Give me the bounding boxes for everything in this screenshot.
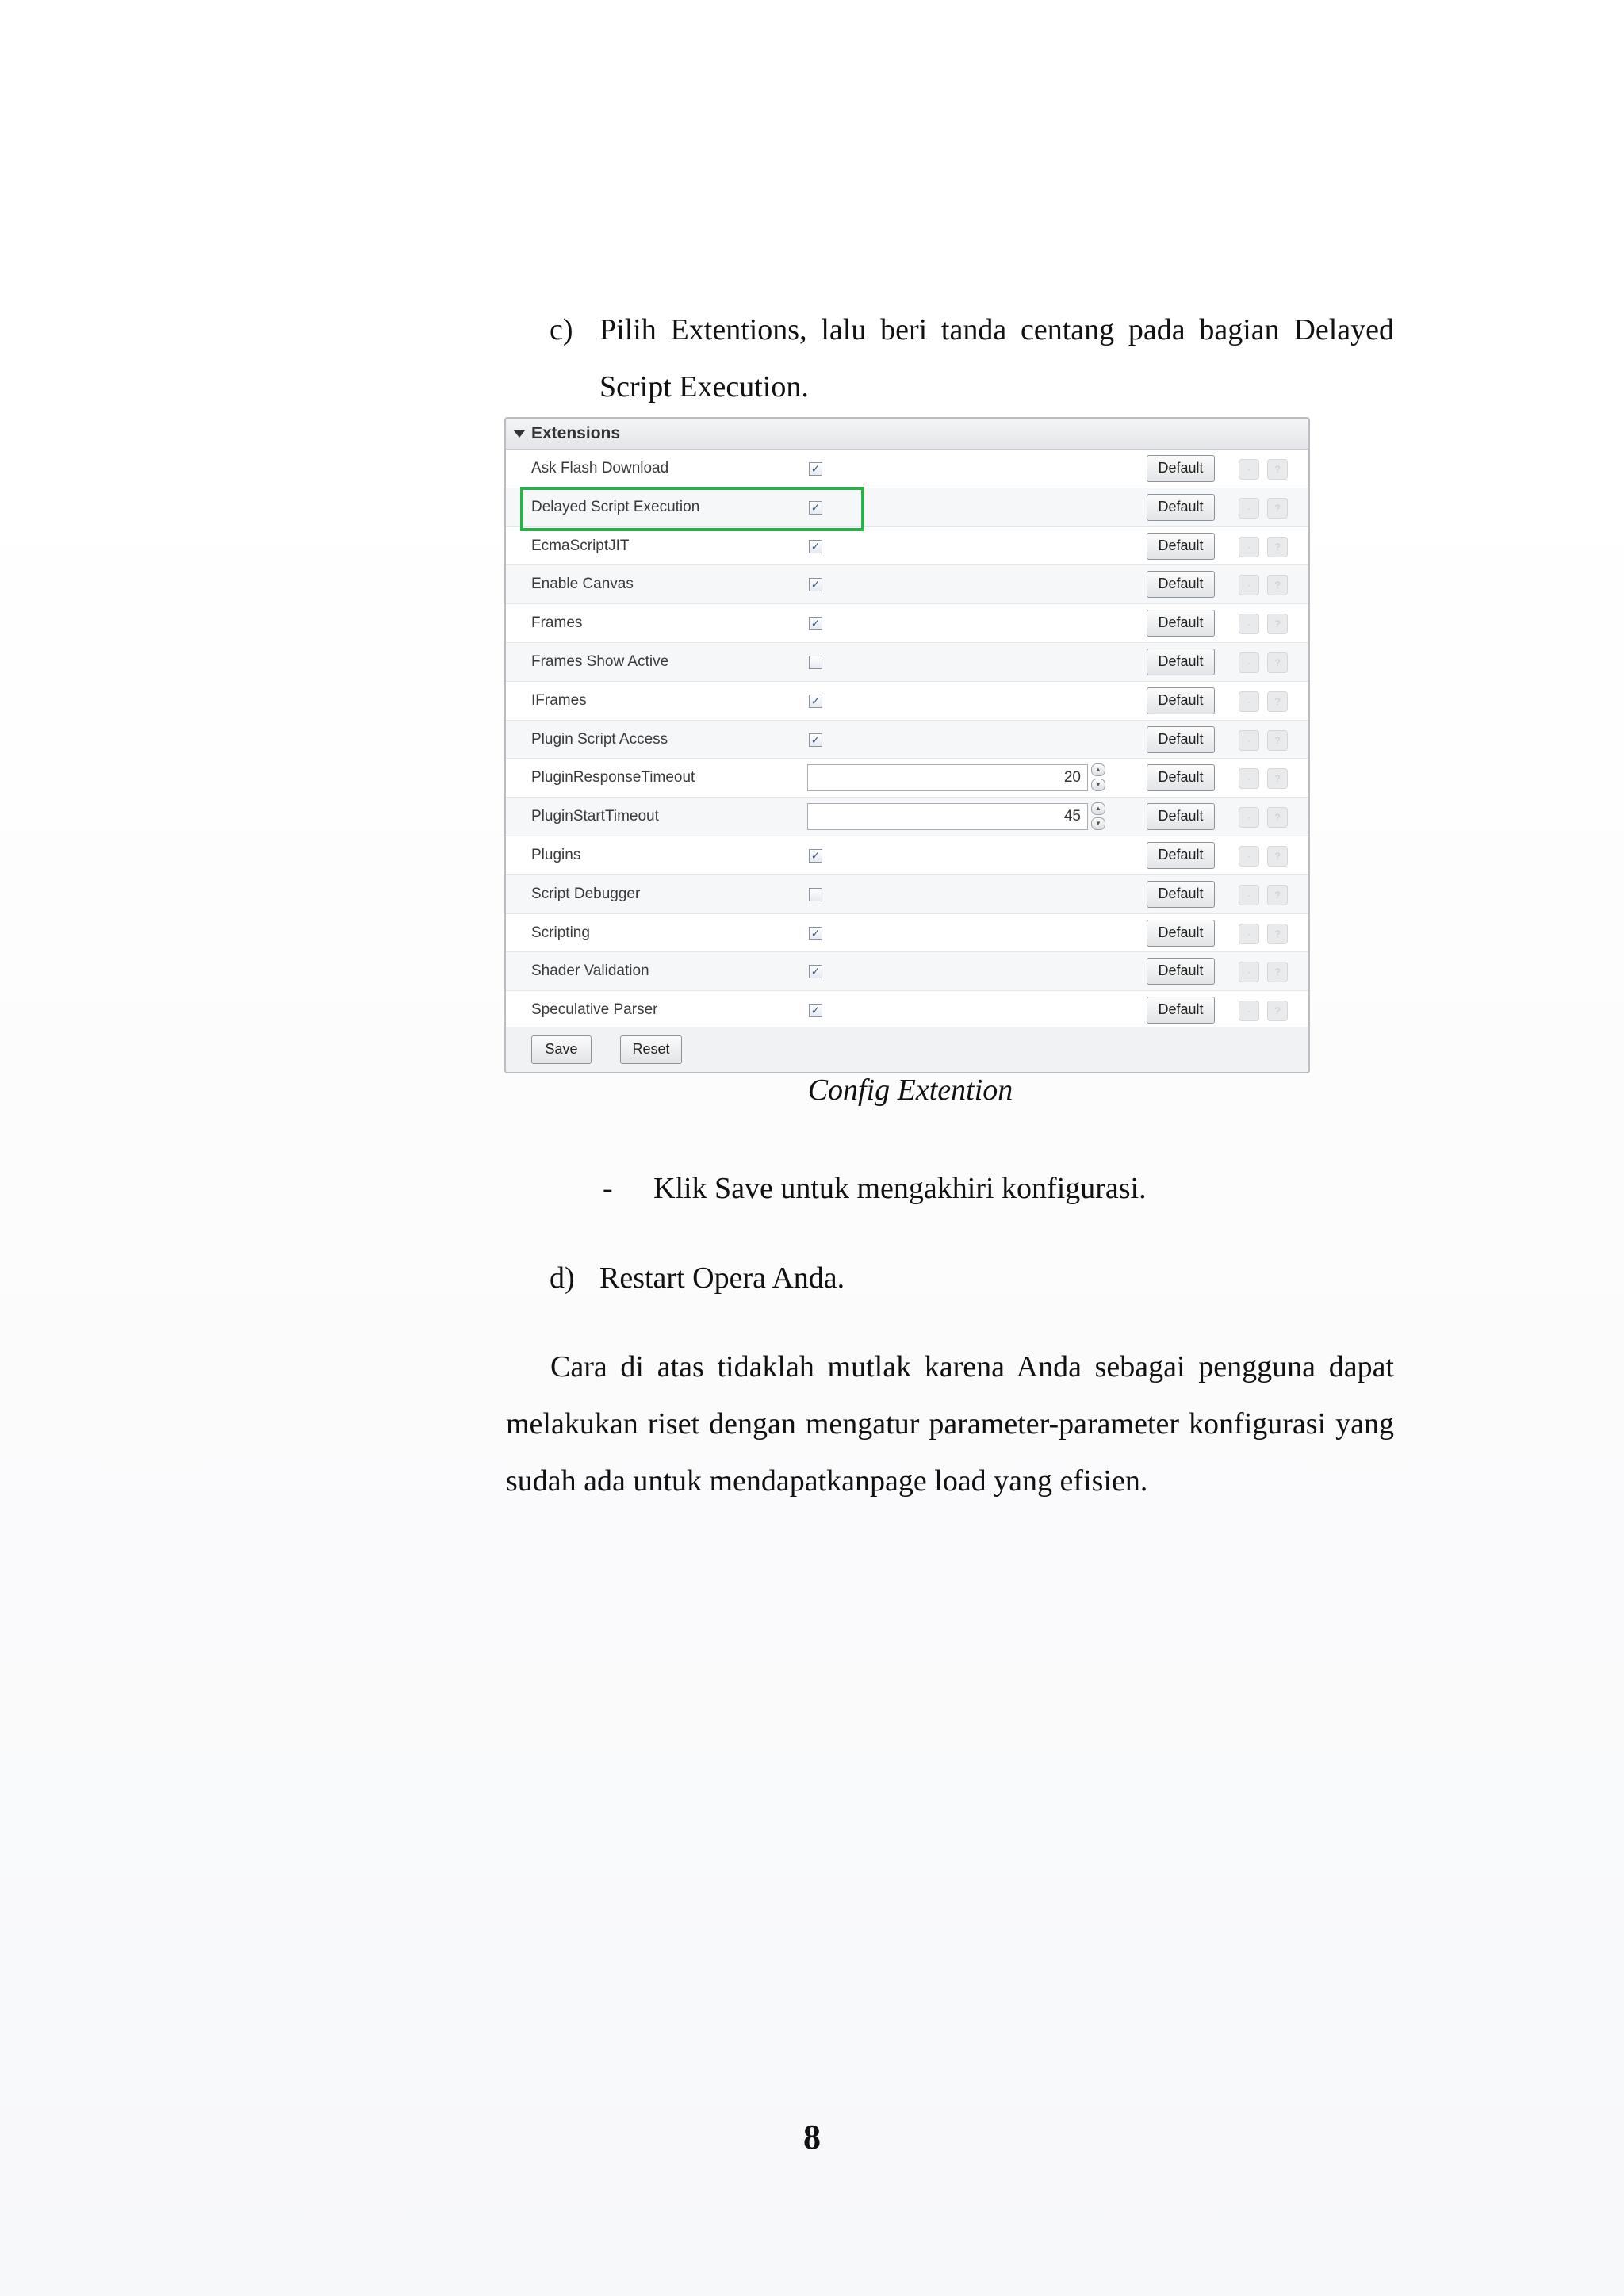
reset-icon[interactable]: · bbox=[1239, 498, 1259, 519]
setting-row bbox=[506, 759, 1308, 798]
help-icon[interactable]: ? bbox=[1267, 498, 1288, 519]
spin-down-icon[interactable]: ▼ bbox=[1091, 779, 1105, 791]
setting-name: Scripting bbox=[531, 924, 590, 941]
default-button[interactable]: Default bbox=[1147, 494, 1215, 521]
reset-icon[interactable]: · bbox=[1239, 846, 1259, 867]
help-icon[interactable]: ? bbox=[1267, 691, 1288, 712]
setting-name: Speculative Parser bbox=[531, 1001, 658, 1019]
bullet-dash: - bbox=[603, 1172, 613, 1205]
setting-checkbox[interactable] bbox=[809, 965, 822, 978]
setting-checkbox[interactable] bbox=[809, 501, 822, 515]
reset-icon[interactable]: · bbox=[1239, 652, 1259, 673]
help-icon[interactable]: ? bbox=[1267, 846, 1288, 867]
default-button[interactable]: Default bbox=[1147, 610, 1215, 637]
default-button[interactable]: Default bbox=[1147, 958, 1215, 985]
setting-name: Frames bbox=[531, 614, 583, 632]
setting-checkbox[interactable] bbox=[809, 849, 822, 863]
help-icon[interactable]: ? bbox=[1267, 537, 1288, 557]
setting-row bbox=[506, 991, 1308, 1030]
help-icon[interactable]: ? bbox=[1267, 652, 1288, 673]
help-icon[interactable]: ? bbox=[1267, 1001, 1288, 1021]
setting-row bbox=[506, 488, 1308, 527]
number-spinner bbox=[1091, 763, 1105, 792]
reset-icon[interactable]: · bbox=[1239, 962, 1259, 982]
setting-row bbox=[506, 527, 1308, 566]
default-button[interactable]: Default bbox=[1147, 533, 1215, 560]
default-button[interactable]: Default bbox=[1147, 726, 1215, 753]
default-button[interactable]: Default bbox=[1147, 687, 1215, 714]
extensions-section-title: Extensions bbox=[531, 424, 621, 442]
setting-checkbox[interactable] bbox=[809, 462, 822, 476]
checkmark-icon: ✓ bbox=[810, 1004, 821, 1017]
help-icon[interactable]: ? bbox=[1267, 730, 1288, 751]
default-button[interactable]: Default bbox=[1147, 881, 1215, 908]
step-d-marker: d) bbox=[550, 1261, 575, 1295]
default-button[interactable]: Default bbox=[1147, 920, 1215, 947]
setting-checkbox[interactable] bbox=[809, 578, 822, 591]
setting-checkbox[interactable] bbox=[809, 695, 822, 708]
reset-icon[interactable]: · bbox=[1239, 575, 1259, 595]
setting-row bbox=[506, 952, 1308, 991]
default-button[interactable]: Default bbox=[1147, 571, 1215, 598]
spin-up-icon[interactable]: ▲ bbox=[1091, 802, 1105, 815]
setting-name: EcmaScriptJIT bbox=[531, 537, 630, 554]
setting-number-input[interactable]: 20 bbox=[807, 764, 1088, 791]
checkmark-icon: ✓ bbox=[810, 965, 821, 978]
default-button[interactable]: Default bbox=[1147, 842, 1215, 869]
setting-row bbox=[506, 682, 1308, 721]
reset-icon[interactable]: · bbox=[1239, 614, 1259, 634]
step-d bbox=[550, 1249, 845, 1307]
number-spinner bbox=[1091, 802, 1105, 831]
settings-list bbox=[506, 450, 1308, 1030]
reset-icon[interactable]: · bbox=[1239, 924, 1259, 944]
reset-icon[interactable]: · bbox=[1239, 885, 1259, 905]
checkmark-icon: ✓ bbox=[810, 694, 821, 707]
setting-row bbox=[506, 450, 1308, 488]
setting-row bbox=[506, 875, 1308, 914]
checkmark-icon: ✓ bbox=[810, 578, 821, 591]
setting-row bbox=[506, 643, 1308, 682]
help-icon[interactable]: ? bbox=[1267, 614, 1288, 634]
default-button[interactable]: Default bbox=[1147, 455, 1215, 482]
reset-icon[interactable]: · bbox=[1239, 1001, 1259, 1021]
help-icon[interactable]: ? bbox=[1267, 768, 1288, 789]
default-button[interactable]: Default bbox=[1147, 997, 1215, 1024]
setting-row bbox=[506, 836, 1308, 875]
checkmark-icon: ✓ bbox=[810, 733, 821, 746]
checkmark-icon: ✓ bbox=[810, 848, 821, 862]
help-icon[interactable]: ? bbox=[1267, 807, 1288, 828]
help-icon[interactable]: ? bbox=[1267, 962, 1288, 982]
step-c-marker: c) bbox=[550, 313, 573, 346]
setting-name: Script Debugger bbox=[531, 885, 641, 902]
setting-name: Delayed Script Execution bbox=[531, 498, 700, 515]
setting-name: PluginStartTimeout bbox=[531, 808, 659, 825]
setting-name: Plugins bbox=[531, 846, 581, 863]
spin-down-icon[interactable]: ▼ bbox=[1091, 817, 1105, 830]
save-button[interactable]: Save bbox=[531, 1035, 592, 1064]
reset-icon[interactable]: · bbox=[1239, 730, 1259, 751]
reset-icon[interactable]: · bbox=[1239, 768, 1259, 789]
checkmark-icon: ✓ bbox=[810, 462, 821, 475]
setting-row bbox=[506, 798, 1308, 836]
setting-checkbox[interactable] bbox=[809, 733, 822, 747]
extensions-section-header[interactable] bbox=[506, 419, 1308, 450]
setting-name: Ask Flash Download bbox=[531, 460, 669, 476]
setting-row bbox=[506, 721, 1308, 760]
reset-icon[interactable]: · bbox=[1239, 691, 1259, 712]
setting-checkbox[interactable] bbox=[809, 1004, 822, 1017]
setting-checkbox[interactable] bbox=[809, 617, 822, 630]
help-icon[interactable]: ? bbox=[1267, 459, 1288, 480]
checkmark-icon: ✓ bbox=[810, 539, 821, 553]
setting-name: Frames Show Active bbox=[531, 652, 669, 670]
help-icon[interactable]: ? bbox=[1267, 924, 1288, 944]
setting-name: PluginResponseTimeout bbox=[531, 769, 695, 786]
figure-caption: Config Extention bbox=[807, 1073, 1013, 1107]
setting-name: Shader Validation bbox=[531, 962, 649, 980]
setting-checkbox[interactable] bbox=[809, 927, 822, 940]
default-button[interactable]: Default bbox=[1147, 803, 1215, 830]
default-button[interactable]: Default bbox=[1147, 764, 1215, 791]
setting-name: IFrames bbox=[531, 691, 587, 709]
step-d-text: Restart Opera Anda. bbox=[599, 1261, 845, 1295]
page-number: 8 bbox=[803, 2118, 821, 2156]
setting-checkbox[interactable] bbox=[809, 656, 822, 669]
setting-row bbox=[506, 914, 1308, 953]
spin-up-icon[interactable]: ▲ bbox=[1091, 763, 1105, 776]
help-icon[interactable]: ? bbox=[1267, 575, 1288, 595]
checkmark-icon: ✓ bbox=[810, 500, 821, 514]
setting-number-input[interactable]: 45 bbox=[807, 803, 1088, 830]
setting-row bbox=[506, 565, 1308, 604]
checkmark-icon: ✓ bbox=[810, 617, 821, 630]
setting-checkbox[interactable] bbox=[809, 540, 822, 553]
reset-icon[interactable]: · bbox=[1239, 459, 1259, 480]
help-icon[interactable]: ? bbox=[1267, 885, 1288, 905]
reset-icon[interactable]: · bbox=[1239, 537, 1259, 557]
setting-row bbox=[506, 604, 1308, 643]
checkmark-icon: ✓ bbox=[810, 926, 821, 939]
reset-button[interactable]: Reset bbox=[620, 1035, 682, 1064]
closing-paragraph: Cara di atas tidaklah mutlak karena Anda sebagai pengguna dapat melakukan riset dengan mengatur parameter-parameter konfigurasi yang sudah ada untuk mendapatkanpage load yang efisien. bbox=[506, 1350, 1394, 1498]
setting-checkbox[interactable] bbox=[809, 888, 822, 901]
setting-name: Plugin Script Access bbox=[531, 730, 668, 748]
bullet-text: Klik Save untuk mengakhiri konfigurasi. bbox=[653, 1172, 1147, 1205]
extensions-config-screenshot bbox=[504, 417, 1310, 1073]
default-button[interactable]: Default bbox=[1147, 649, 1215, 675]
collapse-triangle-icon[interactable] bbox=[514, 430, 525, 438]
step-c-text: Pilih Extentions, lalu beri tanda centang pada bagian Delayed Script Execution. bbox=[599, 313, 1394, 404]
panel-footer bbox=[506, 1027, 1308, 1072]
setting-name: Enable Canvas bbox=[531, 576, 634, 593]
reset-icon[interactable]: · bbox=[1239, 807, 1259, 828]
